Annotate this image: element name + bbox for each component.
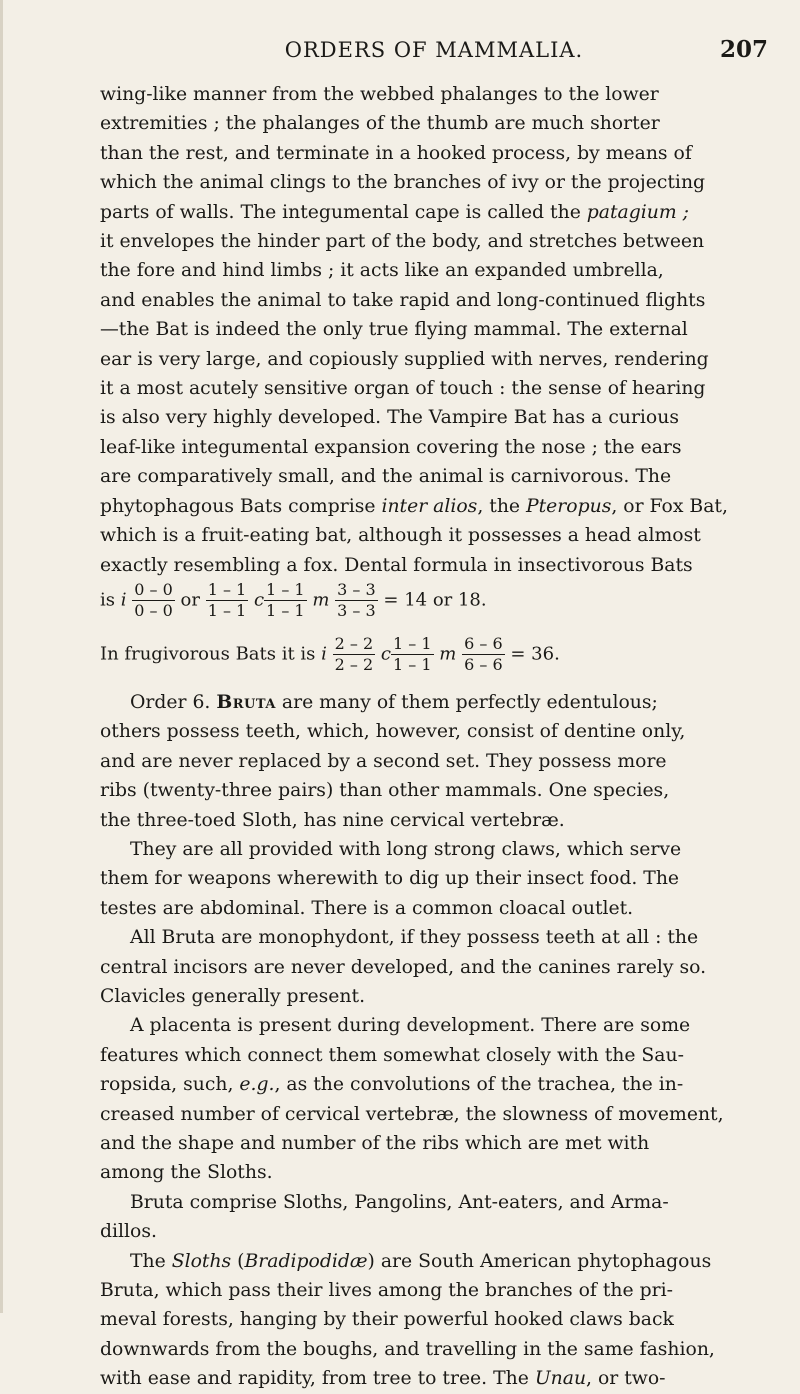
text-line: wing-like manner from the webbed phalanges to the lower: [100, 84, 659, 105]
text-line: them for weapons wherewith to dig up their insect food. The: [100, 868, 680, 890]
text-line: phytophagous Bats comprise inter alios, the Pteropus, or Fox Bat,: [100, 495, 728, 517]
page-number: 207: [719, 36, 768, 63]
page-body: [100, 80, 768, 1394]
text-line: —the Bat is indeed the only true flying mammal. The external: [100, 319, 688, 341]
paragraph-placenta: [100, 1011, 768, 1187]
fraction: $\frac{1 - 1}{1 - 1}$: [207, 579, 247, 620]
text-line: parts of walls. The integumental cape is called the patagium ;: [100, 201, 689, 223]
text-line: All Bruta are monophydont, if they possess teeth at all : the: [130, 927, 699, 949]
text-line: is also very highly developed. The Vampire Bat has a curious: [100, 407, 679, 429]
text-line: it envelopes the hinder part of the body, and stretches between: [100, 231, 705, 253]
text-line: features which connect them somewhat closely with the Sau-: [100, 1044, 684, 1066]
text-line: extremities ; the phalanges of the thumb are much shorter: [100, 113, 660, 135]
text-line: the fore and hind limbs ; it acts like an expanded umbrella,: [100, 260, 664, 282]
paragraph-monophydont: [100, 923, 768, 1011]
text-line: others possess teeth, which, however, consist of dentine only,: [100, 721, 686, 743]
text-line: The Sloths (Bradipodidæ) are South American phytophagous: [130, 1250, 712, 1272]
text-line: downwards from the boughs, and travelling in the same fashion,: [100, 1338, 715, 1360]
dental-formula-insectivorous: is i $\frac{0 - 0}{0 - 0}$ or $\frac{1 - 1}{1 - 1}$ c $\frac{1 - 1}{1 - 1}$ m $\frac{3 - 3}{3 - 3}$ = 14 or 18.: [100, 579, 487, 620]
text-line: with ease and rapidity, from tree to tree. The Unau, or two-: [100, 1368, 666, 1390]
term-patagium: patagium ;: [586, 201, 689, 223]
text-line: are comparatively small, and the animal is carnivorous. The: [100, 466, 672, 488]
paragraph-order-6: Order 6. Bruta are many of them perfectly edentulous; others possess teeth, which, however, consist of dentine only, and are never replaced by a second set. They possess more ribs (twenty-three pairs) than other mammals. One species, the three-toed Sloth, has nine cervical vertebræ.: [100, 690, 686, 831]
fraction: $\frac{0 - 0}{0 - 0}$: [134, 579, 173, 620]
term-sloths: Sloths: [171, 1250, 232, 1272]
page-edge: [0, 0, 3, 1313]
paragraph-bruta-comprise: [100, 1188, 768, 1247]
fraction: $\frac{1 - 1}{1 - 1}$: [266, 579, 305, 620]
paragraph-sloths: [100, 1247, 768, 1394]
fraction: $\frac{1 - 1}{1 - 1}$: [393, 633, 432, 674]
text-line: than the rest, and terminate in a hooked process, by means of: [100, 142, 692, 164]
fraction: $\frac{6 - 6}{6 - 6}$: [464, 633, 503, 674]
text-line: ear is very large, and copiously supplied with nerves, rendering: [100, 348, 709, 370]
text-line: central incisors are never developed, and the canines rarely so.: [100, 956, 707, 978]
text-line: meval forests, hanging by their powerful hooked claws back: [100, 1309, 674, 1331]
text-line: Clavicles generally present.: [100, 985, 366, 1007]
fraction: $\frac{3 - 3}{3 - 3}$: [337, 579, 376, 620]
text-line: They are all provided with long strong claws, which serve: [130, 838, 682, 860]
text-line: creased number of cervical vertebræ, the slowness of movement,: [100, 1103, 724, 1125]
text-line: and the shape and number of the ribs which are met with: [100, 1133, 650, 1154]
text-line: testes are abdominal. There is a common cloacal outlet.: [100, 897, 634, 919]
paragraph-bats: [100, 80, 768, 580]
text-line: ropsida, such, e.g., as the convolutions of the trachea, the in-: [100, 1074, 684, 1096]
text-line: and enables the animal to take rapid and long-continued flights: [100, 289, 706, 311]
text-line: among the Sloths.: [100, 1162, 273, 1184]
text-line: which the animal clings to the branches of ivy or the projecting: [100, 172, 706, 194]
term-unau: Unau: [534, 1368, 587, 1390]
text-line: Bruta, which pass their lives among the branches of the pri-: [100, 1280, 673, 1302]
text-line: it a most acutely sensitive organ of touch : the sense of hearing: [100, 378, 706, 400]
fraction: $\frac{2 - 2}{2 - 2}$: [334, 633, 374, 674]
text-line: exactly resembling a fox. Dental formula in insectivorous Bats: [100, 554, 693, 576]
text-line: dillos.: [100, 1221, 157, 1243]
text-line: and are never replaced by a second set. They possess more: [100, 750, 667, 772]
dental-formula-frugivorous: In frugivorous Bats it is i $\frac{2 - 2}{2 - 2}$ c $\frac{1 - 1}{1 - 1}$ m $\frac{6 - 6}{6 - 6}$ = 36.: [100, 633, 560, 674]
text-line: leaf-like integumental expansion covering the nose ; the ears: [100, 436, 682, 458]
running-header: [100, 32, 768, 66]
term-bruta: Bruta: [216, 690, 276, 713]
text-line: which is a fruit-eating bat, although it possesses a head almost: [100, 525, 701, 547]
paragraph-claws: [100, 835, 768, 923]
text-line: the three-toed Sloth, has nine cervical vertebræ.: [100, 809, 565, 831]
text-line: Bruta comprise Sloths, Pangolins, Ant-eaters, and Arma-: [130, 1191, 669, 1213]
text-line: A placenta is present during development. There are some: [130, 1015, 691, 1037]
running-title: ORDERS OF MAMMALIA.: [284, 38, 584, 62]
term-bradipodidae: Bradipodidæ: [244, 1250, 368, 1272]
term-pteropus: Pteropus: [526, 495, 612, 517]
text-line: ribs (twenty-three pairs) than other mammals. One species,: [100, 780, 670, 802]
